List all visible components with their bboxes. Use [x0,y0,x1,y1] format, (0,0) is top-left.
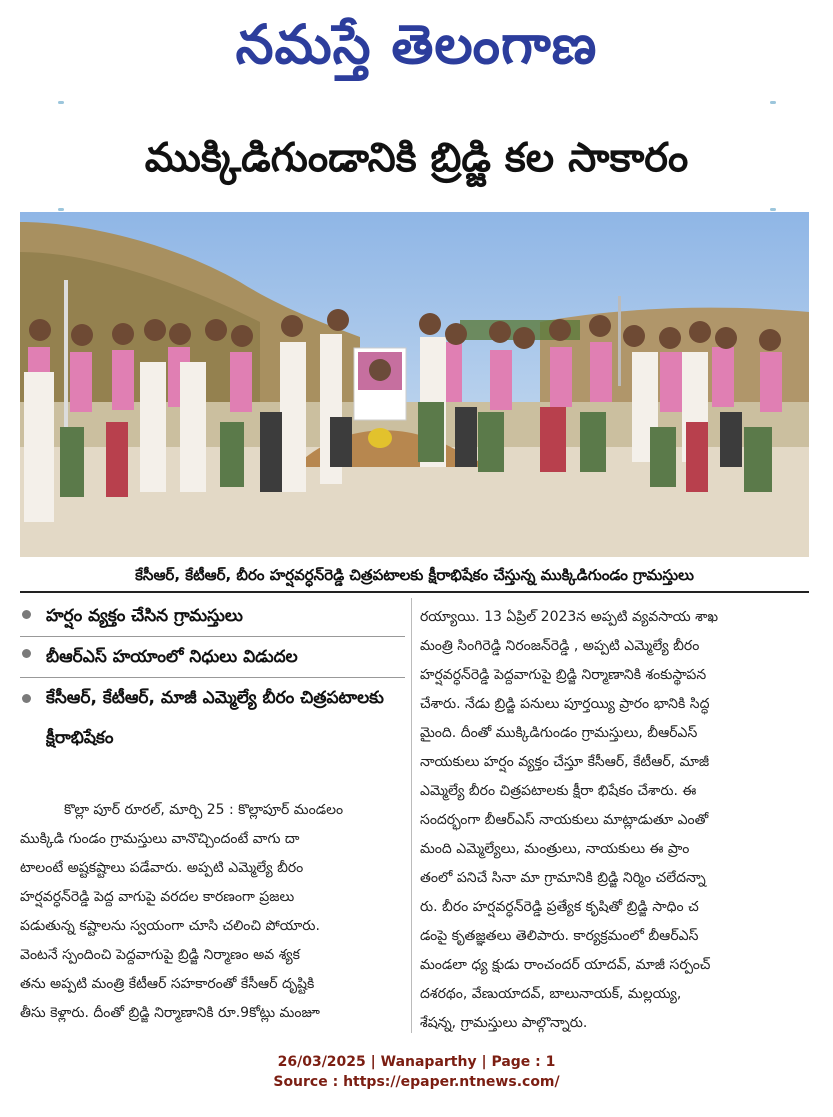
photo-caption: కేసీఆర్, కేటీఆర్, బీరం హర్షవర్ధన్‌రెడ్డి చిత్రపటాలకు క్షీరాభిషేకం చేస్తున్న ముక్కిడిగుండం గ్రామస్తులు [20,561,809,593]
body-line: సందర్భంగా బీఆర్‌ఎస్ నాయకులు మాట్లాడుతూ ఎంతో [420,812,709,828]
body-line: నాయకులు హర్షం వ్యక్తం చేస్తూ కేసీఆర్, కేటీఆర్, మాజీ [420,754,710,770]
decor-dot [770,101,776,104]
news-photo [20,212,809,557]
masthead-title: నమస్తే తెలంగాణ [235,12,598,76]
highlights-list [20,598,405,758]
body-line: ఎమ్మెల్యే బీరం చిత్రపటాలకు క్షీరా భిషేకం చేశారు. ఈ [420,783,697,799]
bullet-icon [22,649,31,658]
bullet-icon [22,694,31,703]
body-line: మంత్రి సింగిరెడ్డి నిరంజన్‌రెడ్డి , అప్పటి ఎమ్మెల్యే బీరం [420,638,700,654]
footer-date-line: 26/03/2025 | Wanaparthy | Page : 1 [277,1054,556,1070]
highlight-text: హర్షం వ్యక్తం చేసిన గ్రామస్తులు [46,606,243,626]
body-line: తీసు కెళ్లారు. దీంతో బ్రిడ్జి నిర్మాణానికి రూ.9కోట్లు మంజూ [20,1005,320,1021]
highlight-text: కేసీఆర్, కేటీఆర్, మాజీ ఎమ్మెల్యే బీరం చిత్రపటాలకు క్షీరాభిషేకం [46,688,384,748]
article-body-right [420,603,812,1038]
decor-dot [58,208,64,211]
body-line: ముక్కిడి గుండం గ్రామస్తులు వానొచ్చిందంటే వాగు దా [20,831,300,847]
body-line: పడుతున్న కష్టాలను స్వయంగా చూసి చలించి పోయారు. [20,918,320,934]
body-line: టాలంటే అష్టకష్టాలు పడేవారు. అప్పటి ఎమ్మెల్యే బీరం [20,860,304,876]
headline: ముక్కిడిగుండానికి బ్రిడ్జి కల సాకారం [144,135,689,181]
body-line: మంది ఎమ్మెల్యేలు, మంత్రులు, నాయకులు ఈ ప్రాం [420,841,690,857]
footer-source-link[interactable]: Source : https://epaper.ntnews.com/ [273,1074,560,1090]
highlight-text: బీఆర్‌ఎస్ హయాంలో నిధులు విడుదల [46,647,298,667]
body-line: చేశారు. నేడు బ్రిడ్జి పనులు పూర్తయ్యి ప్రారం భానికి సిద్ధ [420,696,710,712]
bullet-icon [22,610,31,619]
decor-dot [58,101,64,104]
body-line: రు. బీరం హర్షవర్ధన్‌రెడ్డి ప్రత్యేక కృషితో బ్రిడ్జి సాధిం చ [420,899,699,915]
highlight-item [20,677,405,758]
body-line: మండలా ధ్య క్షుడు రాంచందర్ యాదవ్, మాజీ సర్పంచ్ [420,957,711,973]
body-line: తను అప్పటి మంత్రి కేటీఆర్ సహకారంతో కేసీఆర్ దృష్టికి [20,976,315,992]
column-divider [411,598,412,1033]
body-line: తంలో పనిచే సినా మా గ్రామానికి బ్రిడ్జి నిర్మిం చలేదన్నా [420,870,706,886]
body-line: దశరథం, వేణుయాదవ్, బాలునాయక్, మల్లయ్య, [420,986,682,1002]
body-line: శేషన్న, గ్రామస్తులు పాల్గొన్నారు. [420,1015,588,1031]
body-line: హర్షవర్ధన్‌రెడ్డి పెద్ద వాగుపై వరదల కారణంగా ప్రజలు [20,889,295,905]
body-line: డంపై కృతజ్ఞతలు తెలిపారు. కార్యక్రమంలో బీఆర్‌ఎస్ [420,928,699,944]
decor-dot [770,208,776,211]
body-line: రయ్యాయి. 13 ఏప్రిల్ 2023న అప్పటి వ్యవసాయ శాఖ [420,609,719,625]
highlight-item [20,636,405,677]
page-footer [0,1052,833,1092]
highlight-item [20,598,405,636]
body-line: మైంది. దీంతో ముక్కిడిగుండం గ్రామస్తులు, బీఆర్‌ఎస్ [420,725,698,741]
article-body-left [20,796,405,1028]
body-line: కొల్లా పూర్ రూరల్, మార్చి 25 : కొల్లాపూర్ మండలం [64,802,344,818]
body-line: హర్షవర్ధన్‌రెడ్డి పెద్దవాగుపై బ్రిడ్జి నిర్మాణానికి శంకుస్థాపన [420,667,707,683]
body-line: వెంటనే స్పందించి పెద్దవాగుపై బ్రిడ్జి నిర్మాణం అవ శ్యక [20,947,300,963]
